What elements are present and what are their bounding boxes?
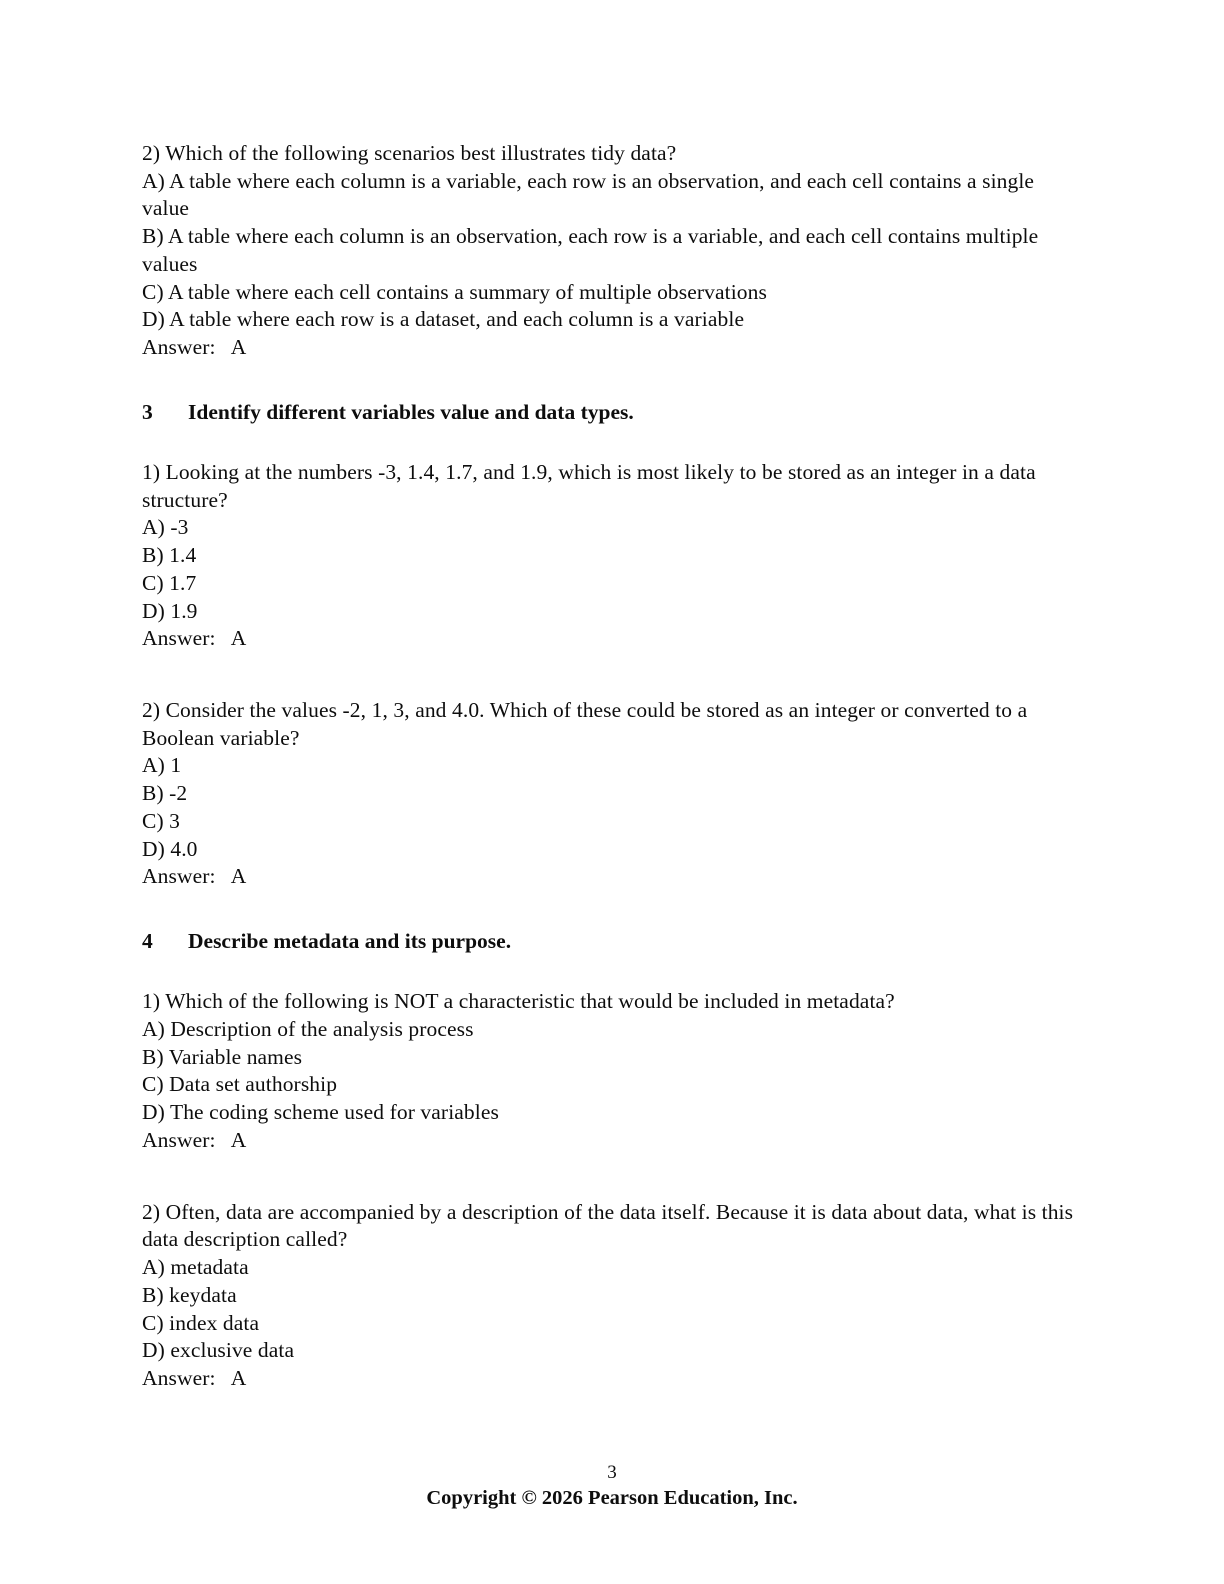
question-answer: Answer: A [142,864,247,889]
question-option: B) keydata [142,1282,237,1307]
question-option: C) A table where each cell contains a summary of multiple observations [142,279,767,304]
section-title: Describe metadata and its purpose. [188,929,512,954]
page-number: 3 [607,1461,617,1483]
question-stem: 2) Often, data are accompanied by a description of the data itself. Because it is data about data, what is this data description called? [142,1199,1074,1252]
question-block [142,988,1082,1154]
copyright-notice: Copyright © 2026 Pearson Education, Inc. [426,1487,798,1510]
section-title: Identify different variables value and data types. [188,399,634,424]
question-option: B) Variable names [142,1044,303,1069]
question-option: A) Description of the analysis process [142,1016,474,1041]
question-option: D) The coding scheme used for variables [142,1100,499,1125]
question-block [142,140,1082,362]
question-block [142,697,1082,891]
question-stem: 2) Consider the values -2, 1, 3, and 4.0. Which of these could be stored as an integer or converted to a Boolean variable? [142,698,1028,750]
section-number: 3 [142,399,153,424]
question-stem: 1) Looking at the numbers -3, 1.4, 1.7, and 1.9, which is most likely to be stored as an integer in a data structure? [142,459,1036,512]
question-option: A) A table where each column is a variable, each row is an observation, and each cell contains a single value [142,168,1035,221]
question-option: A) -3 [142,515,189,540]
section-heading [142,929,1082,954]
question-option: C) Data set authorship [142,1072,338,1097]
question-option: B) A table where each column is an observation, each row is a variable, and each cell contains multiple values [142,224,1039,276]
section-heading [142,400,1082,425]
section-number: 4 [142,929,153,954]
question-option: D) exclusive data [142,1338,295,1363]
question-option: C) 1.7 [142,570,197,595]
page-footer [0,1461,1224,1512]
question-option: D) A table where each row is a dataset, and each column is a variable [142,307,745,332]
block-spacer [142,1181,1082,1199]
question-option: C) 3 [142,808,181,833]
question-option: A) 1 [142,753,182,778]
question-option: D) 1.9 [142,598,198,623]
question-option: D) 4.0 [142,836,198,861]
question-answer: Answer: A [142,1365,247,1390]
question-option: B) 1.4 [142,543,197,568]
question-block [142,459,1082,653]
question-block [142,1199,1082,1393]
question-option: B) -2 [142,781,188,806]
question-answer: Answer: A [142,1127,247,1152]
question-option: C) index data [142,1310,260,1335]
question-answer: Answer: A [142,335,247,360]
page-content [142,140,1082,1419]
question-stem: 1) Which of the following is NOT a characteristic that would be included in metadata? [142,989,895,1014]
question-stem: 2) Which of the following scenarios best illustrates tidy data? [142,141,677,165]
question-answer: Answer: A [142,626,247,651]
question-option: A) metadata [142,1255,249,1280]
block-spacer [142,679,1082,697]
